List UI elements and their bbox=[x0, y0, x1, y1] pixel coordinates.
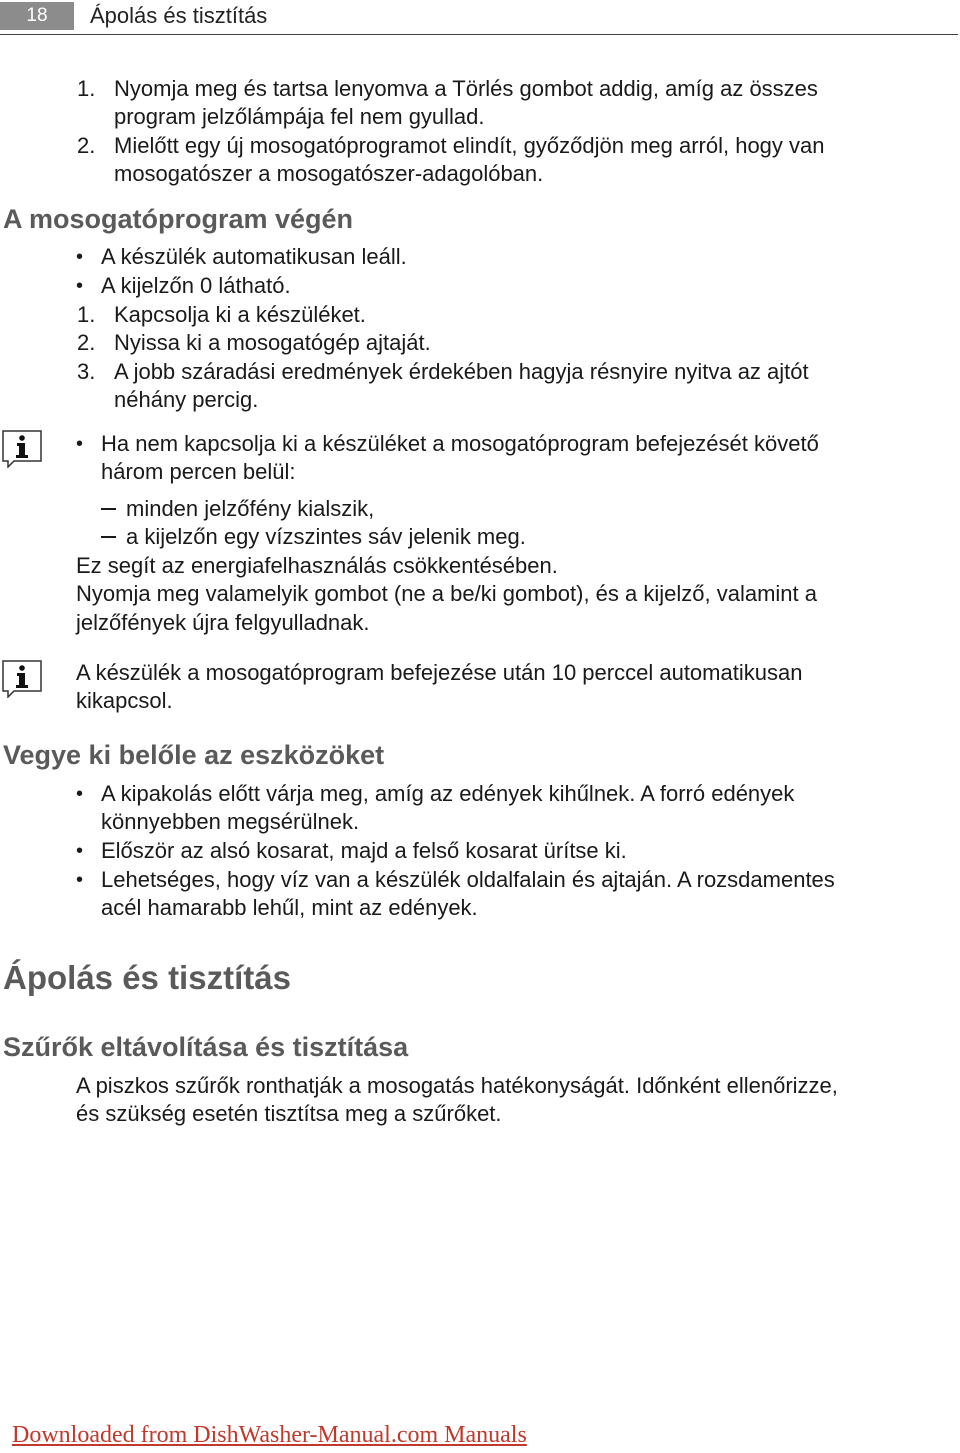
section-heading: A mosogatóprogram végén bbox=[3, 204, 354, 234]
step-number: 1. bbox=[77, 76, 96, 101]
dash-text: minden jelzőfény kialszik, bbox=[126, 496, 375, 521]
step-text: Kapcsolja ki a készüléket. bbox=[114, 302, 366, 327]
bullet-text: Lehetséges, hogy víz van a készülék oldalfalain és ajtaján. A rozsdamentes bbox=[101, 867, 835, 892]
dash-marker bbox=[101, 536, 116, 538]
step-number: 1. bbox=[77, 302, 96, 327]
bullet-marker: • bbox=[76, 840, 84, 862]
bullet-text: A készülék automatikusan leáll. bbox=[101, 244, 407, 269]
bullet-marker: • bbox=[76, 275, 84, 297]
info-icon bbox=[2, 660, 42, 698]
note-text: A készülék a mosogatóprogram befejezése után 10 perccel automatikusan bbox=[76, 660, 803, 685]
step-number: 3. bbox=[77, 359, 96, 384]
bullet-text: könnyebben megsérülnek. bbox=[101, 809, 360, 834]
note-text: kikapcsol. bbox=[76, 688, 173, 713]
chapter-heading: Ápolás és tisztítás bbox=[3, 959, 291, 996]
download-source-link[interactable]: Downloaded from DishWasher-Manual.com Manuals bbox=[12, 1422, 527, 1448]
note-text: Nyomja meg valamelyik gombot (ne a be/ki gombot), és a kijelző, valamint a bbox=[76, 581, 817, 606]
header-title: Ápolás és tisztítás bbox=[90, 3, 268, 28]
note-text: Ha nem kapcsolja ki a készüléket a mosogatóprogram befejezését követő bbox=[101, 431, 819, 456]
note-text: jelzőfények újra felgyulladnak. bbox=[76, 610, 370, 635]
section-heading: Szűrők eltávolítása és tisztítása bbox=[3, 1032, 409, 1062]
bullet-text: Először az alsó kosarat, majd a felső kosarat ürítse ki. bbox=[101, 838, 627, 863]
page-number: 18 bbox=[0, 2, 74, 30]
step-text: néhány percig. bbox=[114, 387, 259, 412]
bullet-marker: • bbox=[76, 869, 84, 891]
step-text: Nyissa ki a mosogatógép ajtaját. bbox=[114, 330, 431, 355]
step-text: mosogatószer a mosogatószer-adagolóban. bbox=[114, 161, 544, 186]
step-text: program jelzőlámpája fel nem gyullad. bbox=[114, 104, 485, 129]
step-text: A jobb száradási eredmények érdekében hagyja résnyire nyitva az ajtót bbox=[114, 359, 809, 384]
step-number: 2. bbox=[77, 133, 96, 158]
bullet-text: A kipakolás előtt várja meg, amíg az edények kihűlnek. A forró edények bbox=[101, 781, 795, 806]
bullet-text: A kijelzőn 0 látható. bbox=[101, 273, 291, 298]
step-text: Nyomja meg és tartsa lenyomva a Törlés gombot addig, amíg az összes bbox=[114, 76, 818, 101]
note-text: Ez segít az energiafelhasználás csökkentésében. bbox=[76, 553, 558, 578]
paragraph-text: és szükség esetén tisztítsa meg a szűrőket. bbox=[76, 1101, 502, 1126]
bullet-marker: • bbox=[76, 246, 84, 268]
dash-text: a kijelzőn egy vízszintes sáv jelenik meg. bbox=[126, 524, 526, 549]
paragraph-text: A piszkos szűrők ronthatják a mosogatás hatékonyságát. Időnként ellenőrizze, bbox=[76, 1073, 838, 1098]
bullet-marker: • bbox=[76, 783, 84, 805]
step-number: 2. bbox=[77, 330, 96, 355]
section-heading: Vegye ki belőle az eszközöket bbox=[3, 740, 385, 770]
info-icon bbox=[2, 430, 42, 468]
bullet-text: acél hamarabb lehűl, mint az edények. bbox=[101, 895, 478, 920]
note-text: három percen belül: bbox=[101, 459, 296, 484]
bullet-marker: • bbox=[76, 433, 84, 455]
step-text: Mielőtt egy új mosogatóprogramot elindít, győződjön meg arról, hogy van bbox=[114, 133, 825, 158]
page-header bbox=[0, 0, 958, 35]
dash-marker bbox=[101, 508, 116, 510]
